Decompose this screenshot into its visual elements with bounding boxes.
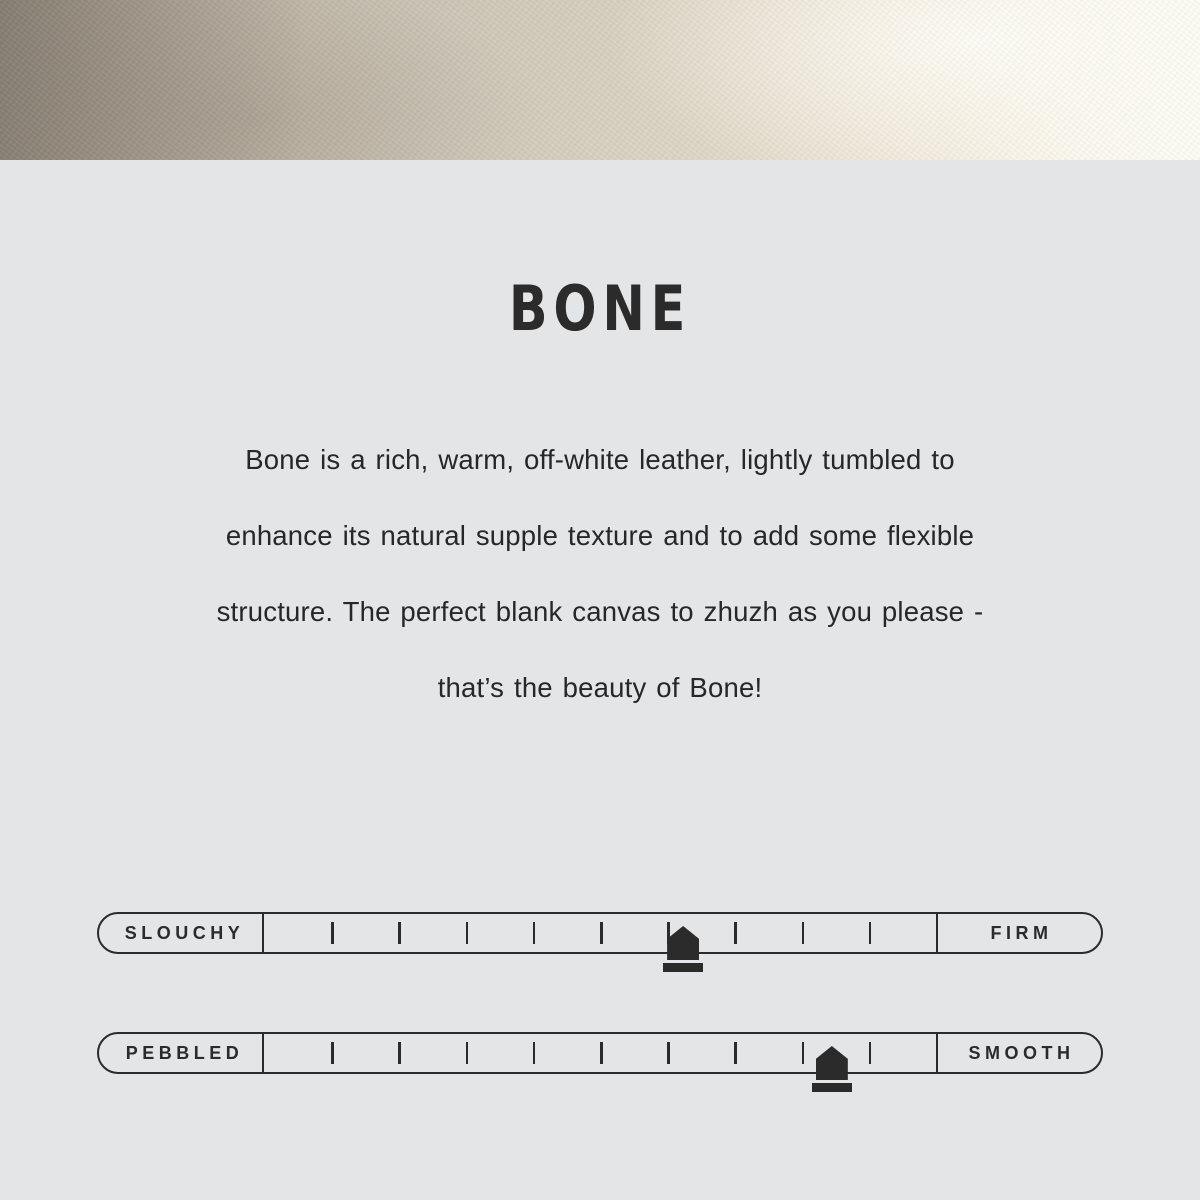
texture-scale[interactable] bbox=[97, 1032, 1103, 1074]
scale-tick bbox=[331, 1042, 334, 1064]
description-text bbox=[150, 422, 1050, 726]
description-line-3: structure. The perfect blank canvas to zhuzh as you please - bbox=[216, 596, 984, 627]
scale-tick bbox=[802, 1042, 805, 1064]
structure-scale[interactable] bbox=[97, 912, 1103, 954]
description-line-2: enhance its natural supple texture and to add some flexible bbox=[225, 520, 975, 551]
scale-tick bbox=[466, 1042, 469, 1064]
content-panel bbox=[0, 160, 1200, 1200]
scale-tick bbox=[734, 1042, 737, 1064]
scale-tick bbox=[533, 922, 536, 944]
photo-grain-texture bbox=[0, 0, 1200, 160]
structure-scale-left-label: SLOUCHY bbox=[99, 914, 264, 952]
texture-scale-left-label: PEBBLED bbox=[99, 1034, 264, 1072]
marker-pointer-icon bbox=[816, 1046, 848, 1080]
scale-tick bbox=[398, 1042, 401, 1064]
scale-tick bbox=[734, 922, 737, 944]
description-line-1: Bone is a rich, warm, off-white leather, lightly tumbled to bbox=[245, 444, 955, 475]
scale-tick bbox=[600, 922, 603, 944]
description-line-4: that’s the beauty of Bone! bbox=[437, 672, 763, 703]
page-title: BONE bbox=[508, 272, 692, 345]
leather-photo-band bbox=[0, 0, 1200, 160]
scale-tick bbox=[600, 1042, 603, 1064]
structure-scale-marker[interactable] bbox=[663, 916, 703, 978]
texture-scale-right-label: SMOOTH bbox=[936, 1034, 1101, 1072]
scale-tick bbox=[667, 1042, 670, 1064]
structure-scale-right-label: FIRM bbox=[936, 914, 1101, 952]
texture-scale-marker[interactable] bbox=[812, 1036, 852, 1098]
marker-base-bar bbox=[812, 1083, 852, 1092]
scale-tick bbox=[802, 922, 805, 944]
scale-tick bbox=[533, 1042, 536, 1064]
structure-scale-ticks bbox=[264, 914, 936, 952]
marker-base-bar bbox=[663, 963, 703, 972]
scale-tick bbox=[398, 922, 401, 944]
scale-tick bbox=[331, 922, 334, 944]
marker-pointer-icon bbox=[667, 926, 699, 960]
scale-tick bbox=[869, 922, 872, 944]
scale-tick bbox=[869, 1042, 872, 1064]
scale-tick bbox=[466, 922, 469, 944]
